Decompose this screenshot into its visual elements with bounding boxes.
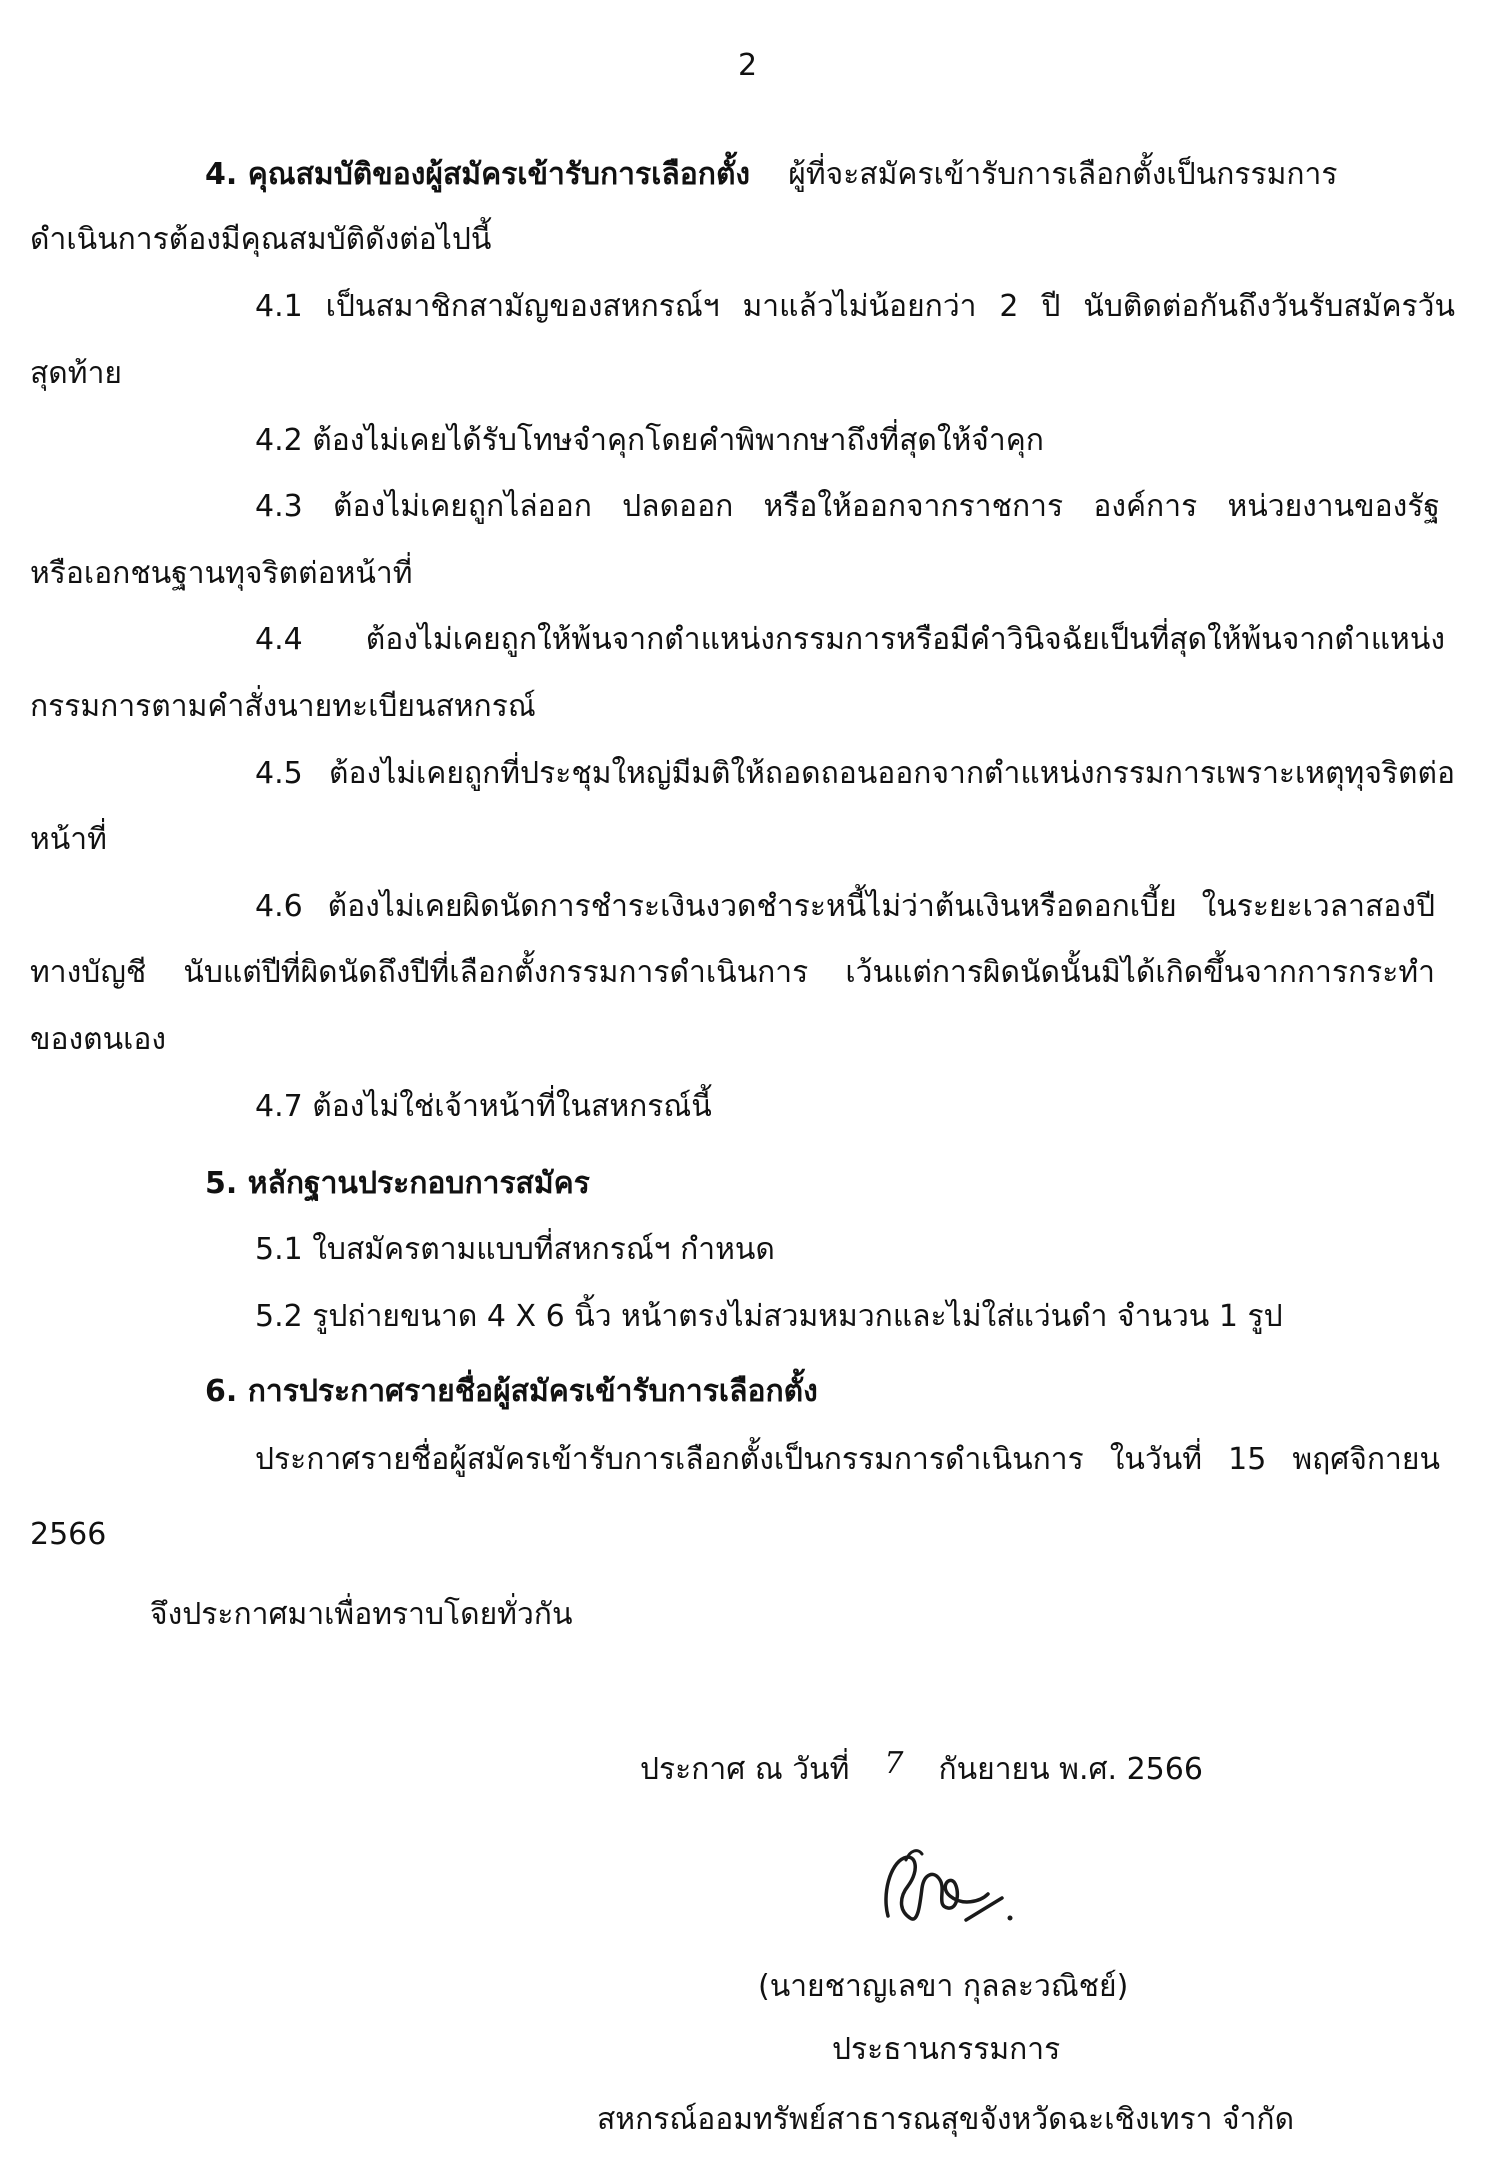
closing-statement: จึงประกาศมาเพื่อทราบโดยทั่วกัน — [150, 1597, 573, 1632]
item-5-1: 5.1 ใบสมัครตามแบบที่สหกรณ์ฯ กำหนด — [255, 1232, 775, 1267]
section-4-intro-line — [205, 155, 1338, 195]
announce-prefix: ประกาศ ณ วันที่ — [640, 1752, 850, 1787]
item-4-3-line-1: 4.3 ต้องไม่เคยถูกไล่ออก ปลดออก หรือให้ออกจากราชการ องค์การ หน่วยงานของรัฐ — [255, 489, 1440, 524]
section-6-body-line-1: ประกาศรายชื่อผู้สมัครเข้ารับการเลือกตั้งเป็นกรรมการดำเนินการ ในวันที่ 15 พฤศจิกายน — [255, 1442, 1440, 1477]
item-4-6-line-2: ทางบัญชี นับแต่ปีที่ผิดนัดถึงปีที่เลือกตั้งกรรมการดำเนินการ เว้นแต่การผิดนัดนั้นมิได้เกิดขึ้นจากการกระทำ — [30, 955, 1435, 990]
section-4-intro-continued: ดำเนินการต้องมีคุณสมบัติดังต่อไปนี้ — [30, 222, 492, 257]
item-4-6-line-3: ของตนเอง — [30, 1022, 167, 1057]
signer-organization: สหกรณ์ออมทรัพย์สาธารณสุขจังหวัดฉะเชิงเทรา จำกัด — [597, 2102, 1295, 2137]
section-4-heading: 4. คุณสมบัติของผู้สมัครเข้ารับการเลือกตั้ง — [205, 157, 751, 192]
signature-image — [870, 1838, 1020, 1934]
item-4-7: 4.7 ต้องไม่ใช่เจ้าหน้าที่ในสหกรณ์นี้ — [255, 1089, 712, 1124]
page-number: 2 — [738, 48, 758, 83]
item-4-2: 4.2 ต้องไม่เคยได้รับโทษจำคุกโดยคำพิพากษาถึงที่สุดให้จำคุก — [255, 423, 1044, 458]
handwritten-day: 7 — [884, 1746, 904, 1781]
item-4-5-line-2: หน้าที่ — [30, 822, 107, 857]
item-4-3-line-2: หรือเอกชนฐานทุจริตต่อหน้าที่ — [30, 556, 413, 591]
item-4-4-line-1: 4.4 ต้องไม่เคยถูกให้พ้นจากตำแหน่งกรรมการหรือมีคำวินิจฉัยเป็นที่สุดให้พ้นจากตำแหน่ง — [255, 622, 1445, 657]
item-4-1-line-1: 4.1 เป็นสมาชิกสามัญของสหกรณ์ฯ มาแล้วไม่น้อยกว่า 2 ปี นับติดต่อกันถึงวันรับสมัครวัน — [255, 289, 1455, 324]
signer-name: (นายชาญเลขา กุลละวณิชย์) — [758, 1969, 1129, 2004]
announce-suffix: กันยายน พ.ศ. 2566 — [938, 1752, 1203, 1787]
section-6-heading: 6. การประกาศรายชื่อผู้สมัครเข้ารับการเลือกตั้ง — [205, 1374, 818, 1409]
item-4-1-line-2: สุดท้าย — [30, 356, 122, 391]
section-4-intro-text: ผู้ที่จะสมัครเข้ารับการเลือกตั้งเป็นกรรมการ — [788, 157, 1338, 192]
item-4-6-line-1: 4.6 ต้องไม่เคยผิดนัดการชำระเงินงวดชำระหนี้ไม่ว่าต้นเงินหรือดอกเบี้ย ในระยะเวลาสองปี — [255, 889, 1435, 924]
item-5-2: 5.2 รูปถ่ายขนาด 4 X 6 นิ้ว หน้าตรงไม่สวมหมวกและไม่ใส่แว่นดำ จำนวน 1 รูป — [255, 1299, 1283, 1334]
item-4-5-line-1: 4.5 ต้องไม่เคยถูกที่ประชุมใหญ่มีมติให้ถอดถอนออกจากตำแหน่งกรรมการเพราะเหตุทุจริตต่อ — [255, 756, 1455, 791]
section-5-heading: 5. หลักฐานประกอบการสมัคร — [205, 1166, 590, 1201]
section-6-body-line-2: 2566 — [30, 1517, 107, 1552]
announce-date-line — [640, 1746, 1203, 1790]
item-4-4-line-2: กรรมการตามคำสั่งนายทะเบียนสหกรณ์ — [30, 689, 536, 724]
signer-position: ประธานกรรมการ — [832, 2032, 1061, 2067]
